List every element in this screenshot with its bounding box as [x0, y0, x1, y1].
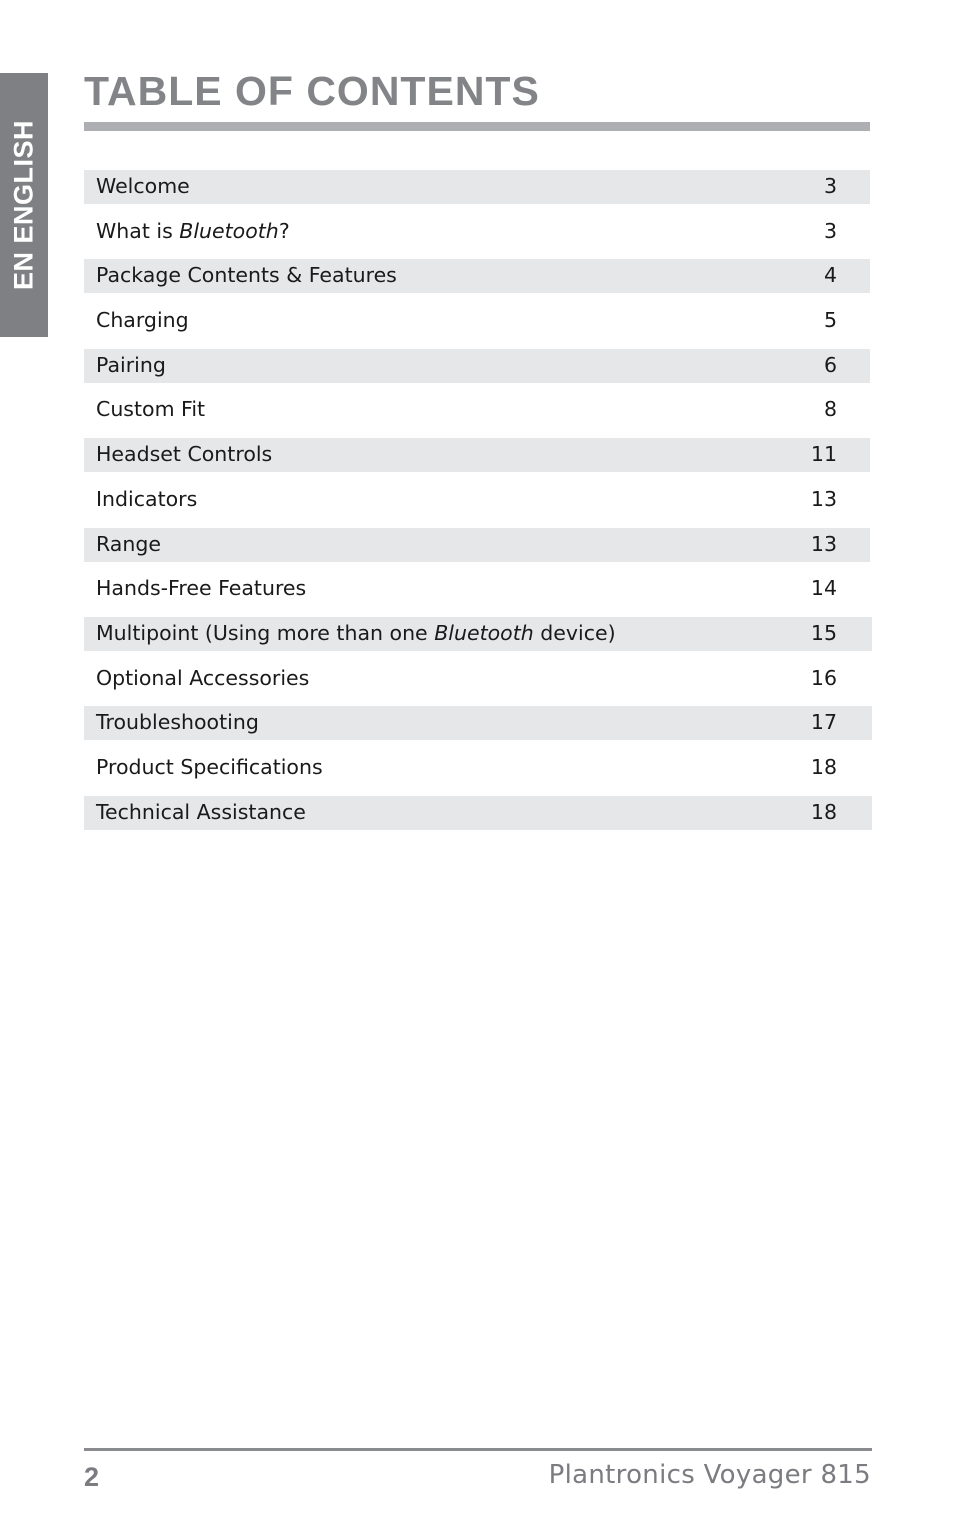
toc-item-multipoint[interactable] — [84, 617, 872, 662]
toc-item-page: 3 — [823, 218, 837, 243]
toc-item-optional-accessories[interactable] — [84, 662, 872, 707]
toc-item-label: Troubleshooting — [96, 710, 259, 735]
toc-item-package-contents[interactable] — [84, 259, 872, 304]
footer-divider — [84, 1448, 872, 1451]
toc-item-label: Range — [96, 531, 161, 556]
toc-item-pairing[interactable] — [84, 349, 872, 394]
toc-item-label: Package Contents & Features — [96, 263, 397, 288]
toc-item-label: Multipoint (Using more than one Bluetooth device) — [96, 620, 616, 645]
language-tab-label: EN ENGLISH — [8, 119, 39, 291]
toc-item-what-is-bluetooth[interactable] — [84, 215, 872, 260]
table-of-contents — [84, 170, 872, 840]
toc-item-label: Welcome — [96, 174, 190, 198]
product-name: Plantronics Voyager 815 — [548, 1460, 871, 1490]
toc-item-charging[interactable] — [84, 304, 872, 349]
toc-item-page: 8 — [823, 397, 837, 422]
toc-item-page: 18 — [810, 799, 837, 824]
toc-item-page: 5 — [823, 308, 837, 333]
toc-item-page: 14 — [810, 576, 837, 601]
toc-item-page: 17 — [810, 710, 837, 735]
page-number: 2 — [84, 1462, 100, 1492]
toc-item-page: 16 — [810, 665, 837, 690]
toc-item-custom-fit[interactable] — [84, 393, 872, 438]
toc-item-label: Hands-Free Features — [96, 576, 307, 601]
toc-item-label: Indicators — [96, 486, 198, 511]
toc-item-page: 11 — [810, 442, 837, 467]
toc-item-hands-free-features[interactable] — [84, 572, 872, 617]
toc-item-range[interactable] — [84, 528, 872, 573]
toc-item-page: 3 — [823, 174, 837, 198]
toc-item-page: 18 — [810, 754, 837, 779]
toc-item-page: 6 — [823, 352, 837, 377]
toc-item-label: Product Specifications — [96, 754, 323, 779]
toc-item-headset-controls[interactable] — [84, 438, 872, 483]
toc-item-label: Custom Fit — [96, 397, 206, 422]
toc-item-troubleshooting[interactable] — [84, 706, 872, 751]
toc-item-welcome[interactable] — [84, 170, 872, 215]
title-divider — [84, 122, 870, 131]
toc-item-label: Pairing — [96, 352, 166, 377]
toc-item-label: What is Bluetooth? — [96, 218, 290, 243]
toc-item-page: 4 — [823, 263, 837, 288]
toc-item-indicators[interactable] — [84, 483, 872, 528]
toc-item-technical-assistance[interactable] — [84, 796, 872, 841]
toc-item-page: 13 — [810, 531, 837, 556]
toc-item-label: Technical Assistance — [96, 799, 306, 824]
toc-item-label: Optional Accessories — [96, 665, 310, 690]
toc-item-product-specifications[interactable] — [84, 751, 872, 796]
toc-item-page: 15 — [810, 620, 837, 645]
toc-item-label: Headset Controls — [96, 442, 273, 467]
page-title: TABLE OF CONTENTS — [84, 68, 540, 114]
toc-item-label: Charging — [96, 308, 189, 333]
toc-item-page: 13 — [810, 486, 837, 511]
